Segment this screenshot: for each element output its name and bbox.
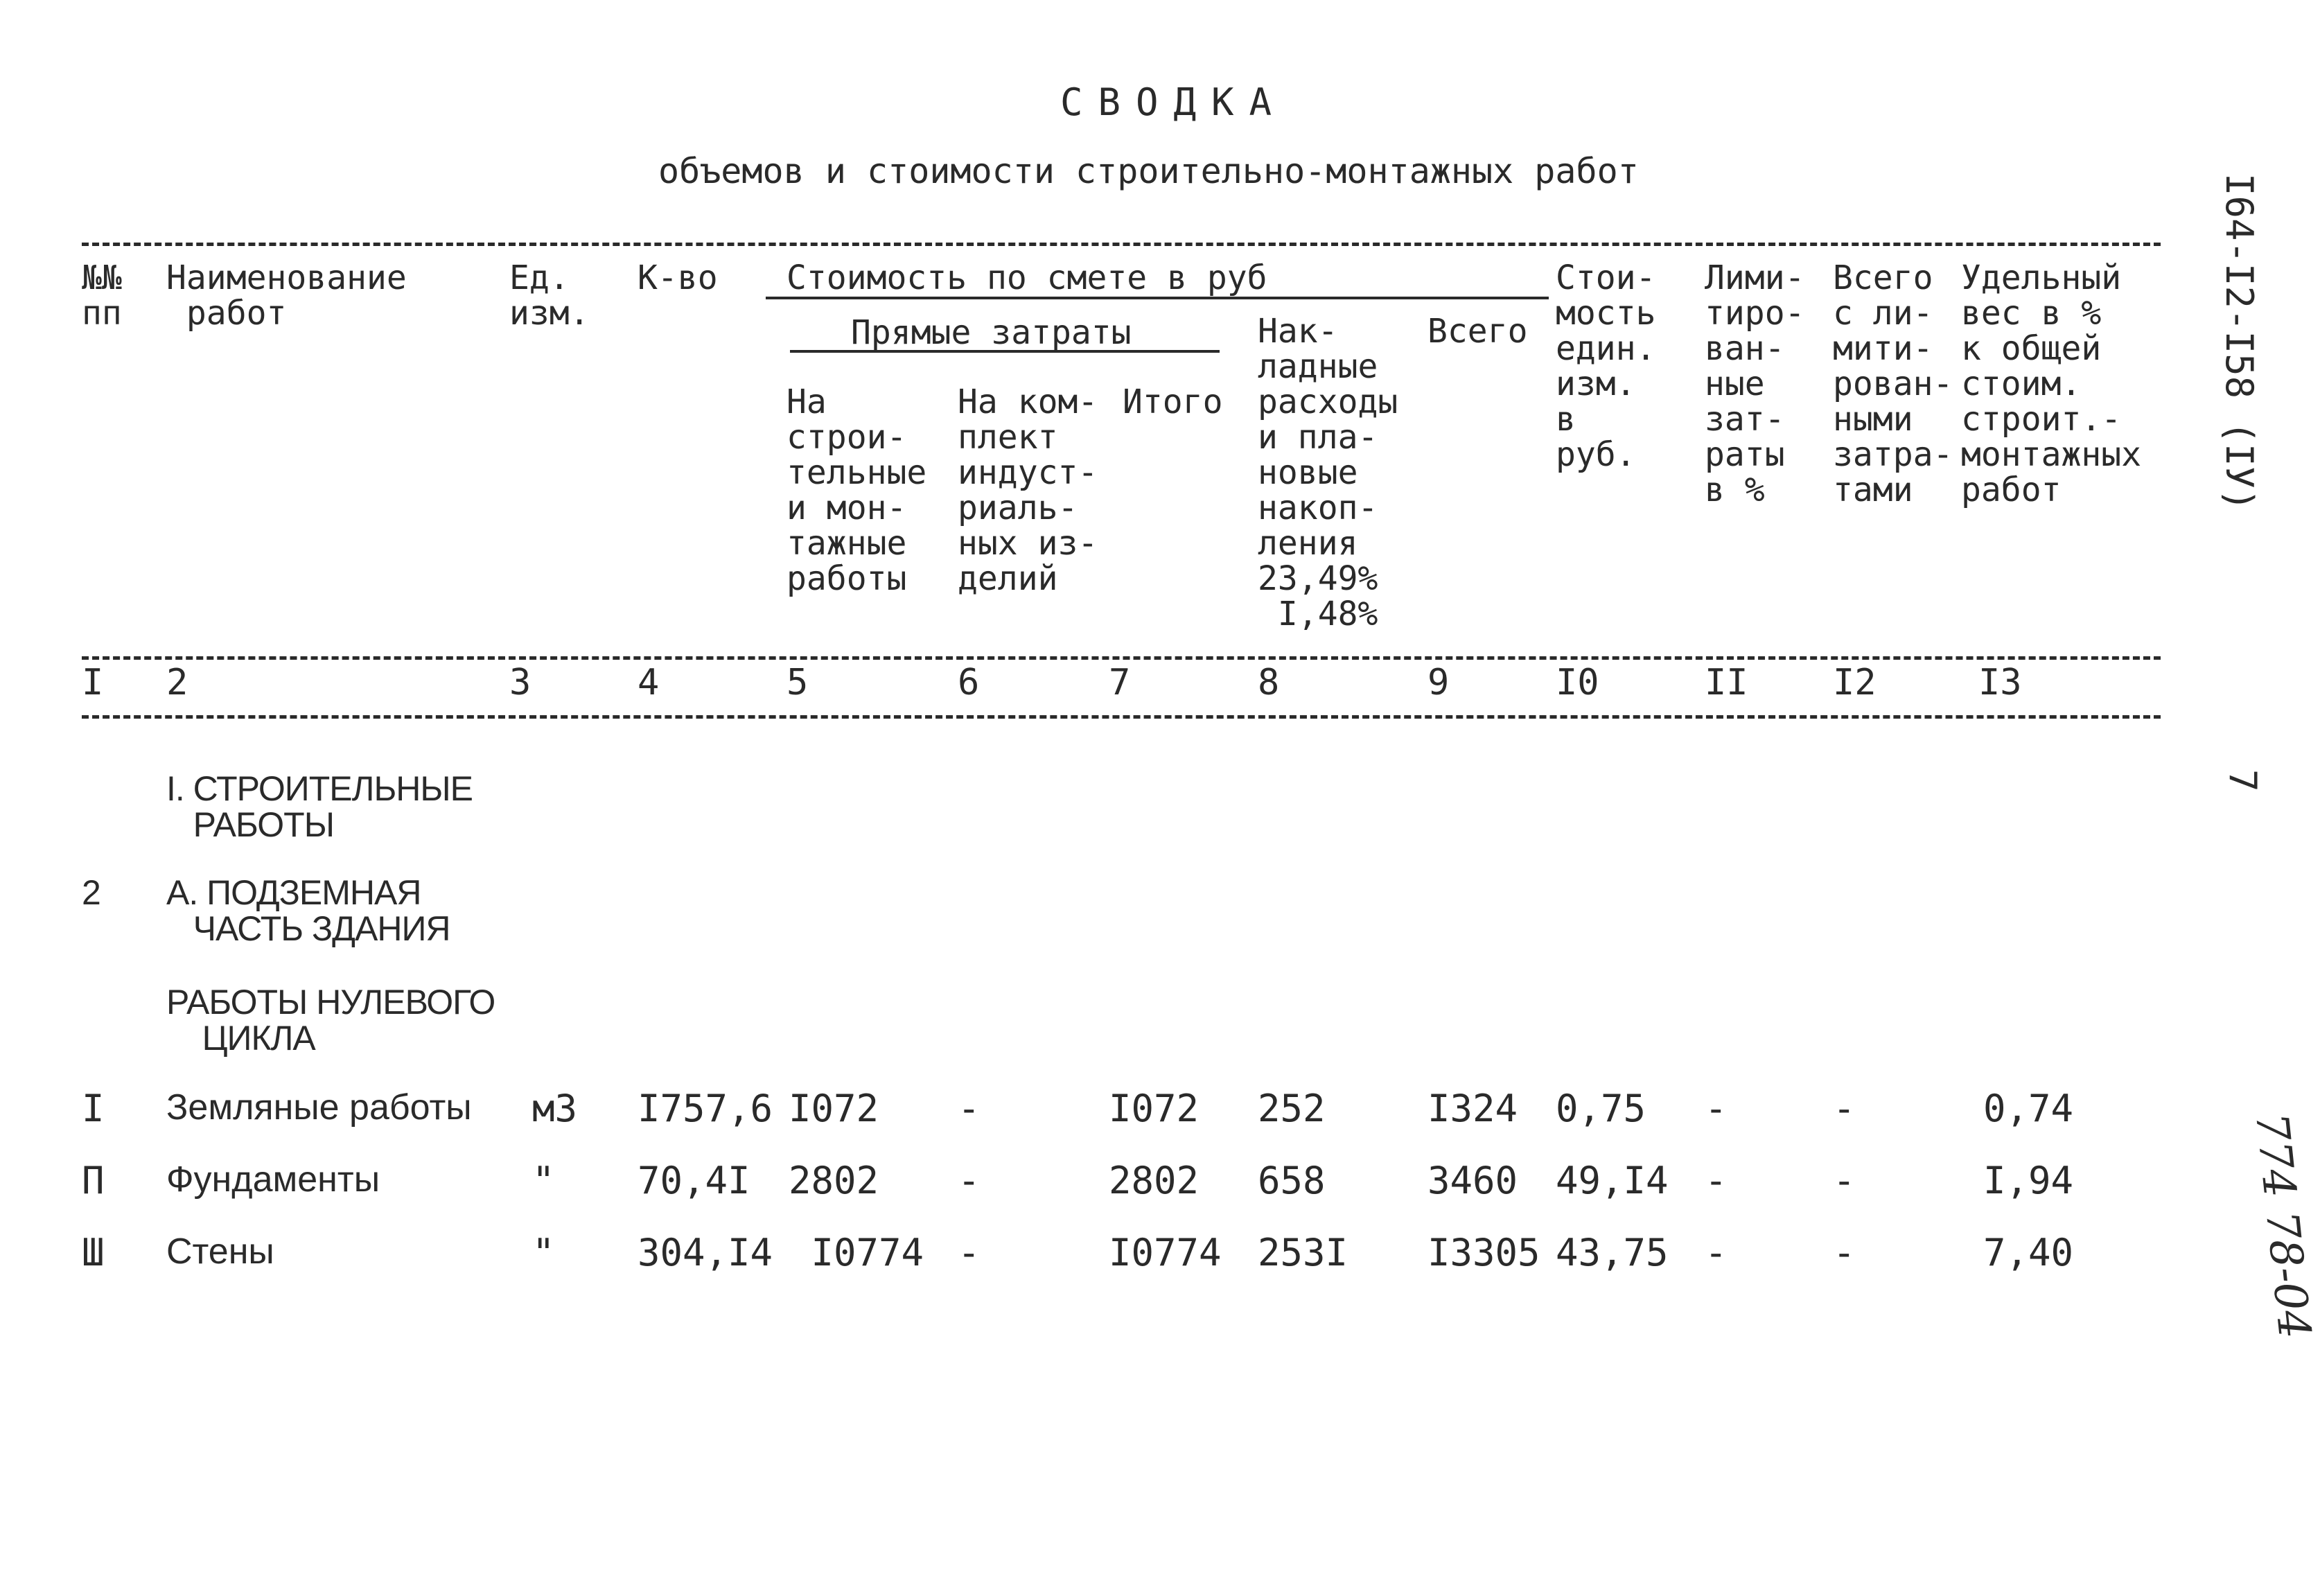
page-number: 7 bbox=[2221, 769, 2265, 792]
col-header-limited: Лими- тиро- ван- ные зат- раты в % bbox=[1705, 258, 1805, 509]
col-header-share: Удельный вес в % к общей стоим. строит.- монтажных работ bbox=[1961, 258, 2142, 509]
col-header-total: Всего bbox=[1427, 312, 1528, 351]
header-mid-rule bbox=[82, 656, 2161, 660]
col-header-qty: К-во bbox=[638, 258, 718, 297]
col-header-name: Наименование работ bbox=[166, 258, 407, 333]
col-header-total-limited: Всего с ли- мити- рован- ными затра- тами bbox=[1833, 258, 1953, 509]
col-header-number: №№ пп bbox=[82, 258, 122, 333]
handwritten-number: 774 78-04 bbox=[2245, 1110, 2320, 1342]
colnum: 9 bbox=[1427, 662, 1450, 703]
row-limited: - bbox=[1705, 1231, 1728, 1274]
section-construction: I. СТРОИТЕЛЬНЫЕ РАБОТЫ bbox=[166, 769, 473, 844]
row-total-limited: - bbox=[1833, 1159, 1856, 1202]
row-unit-cost: 43,75 bbox=[1556, 1231, 1669, 1274]
row-total-limited: - bbox=[1833, 1231, 1856, 1274]
colnum: 4 bbox=[638, 662, 660, 703]
colnum: 6 bbox=[958, 662, 980, 703]
row-industrial: - bbox=[958, 1087, 981, 1130]
col-header-cost-group: Стоимость по смете в руб bbox=[786, 258, 1267, 297]
section-number: 2 bbox=[82, 873, 100, 912]
row-share: 7,40 bbox=[1983, 1231, 2074, 1274]
row-limited: - bbox=[1705, 1087, 1728, 1130]
doc-subtitle: объемов и стоимости строительно-монтажных работ bbox=[658, 151, 1639, 191]
row-name: Земляные работы bbox=[166, 1087, 472, 1128]
colnum: I bbox=[82, 662, 104, 703]
row-overhead: 253I bbox=[1258, 1231, 1348, 1274]
row-unit-cost: 49,I4 bbox=[1556, 1159, 1669, 1202]
row-total: I3305 bbox=[1427, 1231, 1540, 1274]
colnum: II bbox=[1705, 662, 1748, 703]
colnum: 8 bbox=[1258, 662, 1280, 703]
row-overhead: 252 bbox=[1258, 1087, 1326, 1130]
col-header-direct-costs: Прямые затраты bbox=[851, 313, 1132, 352]
colnum: 2 bbox=[166, 662, 188, 703]
row-number: I bbox=[82, 1087, 105, 1130]
colnum: 5 bbox=[786, 662, 809, 703]
col-header-overhead: Нак- ладные расходы и пла- новые накоп- ления 23,49% I,48% bbox=[1258, 312, 1398, 633]
row-qty: 304,I4 bbox=[638, 1231, 773, 1274]
col-header-unit: Ед. изм. bbox=[509, 258, 590, 333]
row-number: П bbox=[82, 1159, 105, 1202]
row-share: I,94 bbox=[1983, 1159, 2074, 1202]
row-total: I324 bbox=[1427, 1087, 1518, 1130]
row-construction: I072 bbox=[789, 1087, 879, 1130]
row-unit-cost: 0,75 bbox=[1556, 1087, 1646, 1130]
colnum: I3 bbox=[1978, 662, 2022, 703]
row-share: 0,74 bbox=[1983, 1087, 2074, 1130]
doc-title: СВОДКА bbox=[1060, 80, 1288, 124]
colnum: 7 bbox=[1109, 662, 1131, 703]
row-industrial: - bbox=[958, 1159, 981, 1202]
section-underground: А. ПОДЗЕМНАЯ ЧАСТЬ ЗДАНИЯ bbox=[166, 873, 450, 948]
row-unit: м3 bbox=[532, 1087, 578, 1130]
row-limited: - bbox=[1705, 1159, 1728, 1202]
header-bottom-rule bbox=[82, 715, 2161, 719]
row-unit: " bbox=[532, 1159, 555, 1202]
row-qty: 70,4I bbox=[638, 1159, 750, 1202]
col-header-industrial: На ком- плект индуст- риаль- ных из- делий bbox=[958, 383, 1098, 598]
col-header-construction: На строи- тельные и мон- тажные работы bbox=[786, 383, 927, 598]
row-total: 3460 bbox=[1427, 1159, 1518, 1202]
row-number: Ш bbox=[82, 1231, 105, 1274]
row-name: Стены bbox=[166, 1231, 274, 1272]
row-subtotal: 2802 bbox=[1109, 1159, 1199, 1202]
col-header-unit-cost: Стои- мость един. изм. в руб. bbox=[1556, 258, 1656, 474]
row-total-limited: - bbox=[1833, 1087, 1856, 1130]
row-qty: I757,6 bbox=[638, 1087, 773, 1130]
row-subtotal: I072 bbox=[1109, 1087, 1199, 1130]
row-construction: I0774 bbox=[789, 1231, 924, 1274]
section-zero-cycle: РАБОТЫ НУЛЕВОГО ЦИКЛА bbox=[166, 983, 495, 1058]
row-subtotal: I0774 bbox=[1109, 1231, 1222, 1274]
colnum: I0 bbox=[1556, 662, 1599, 703]
colnum: 3 bbox=[509, 662, 531, 703]
side-code: I64-I2-I58 (IУ) bbox=[2217, 173, 2261, 511]
row-overhead: 658 bbox=[1258, 1159, 1326, 1202]
row-construction: 2802 bbox=[789, 1159, 879, 1202]
col-header-subtotal: Итого bbox=[1123, 383, 1223, 421]
row-industrial: - bbox=[958, 1231, 981, 1274]
row-unit: " bbox=[532, 1231, 555, 1274]
colnum: I2 bbox=[1833, 662, 1877, 703]
header-top-rule bbox=[82, 243, 2161, 246]
row-name: Фундаменты bbox=[166, 1159, 380, 1200]
